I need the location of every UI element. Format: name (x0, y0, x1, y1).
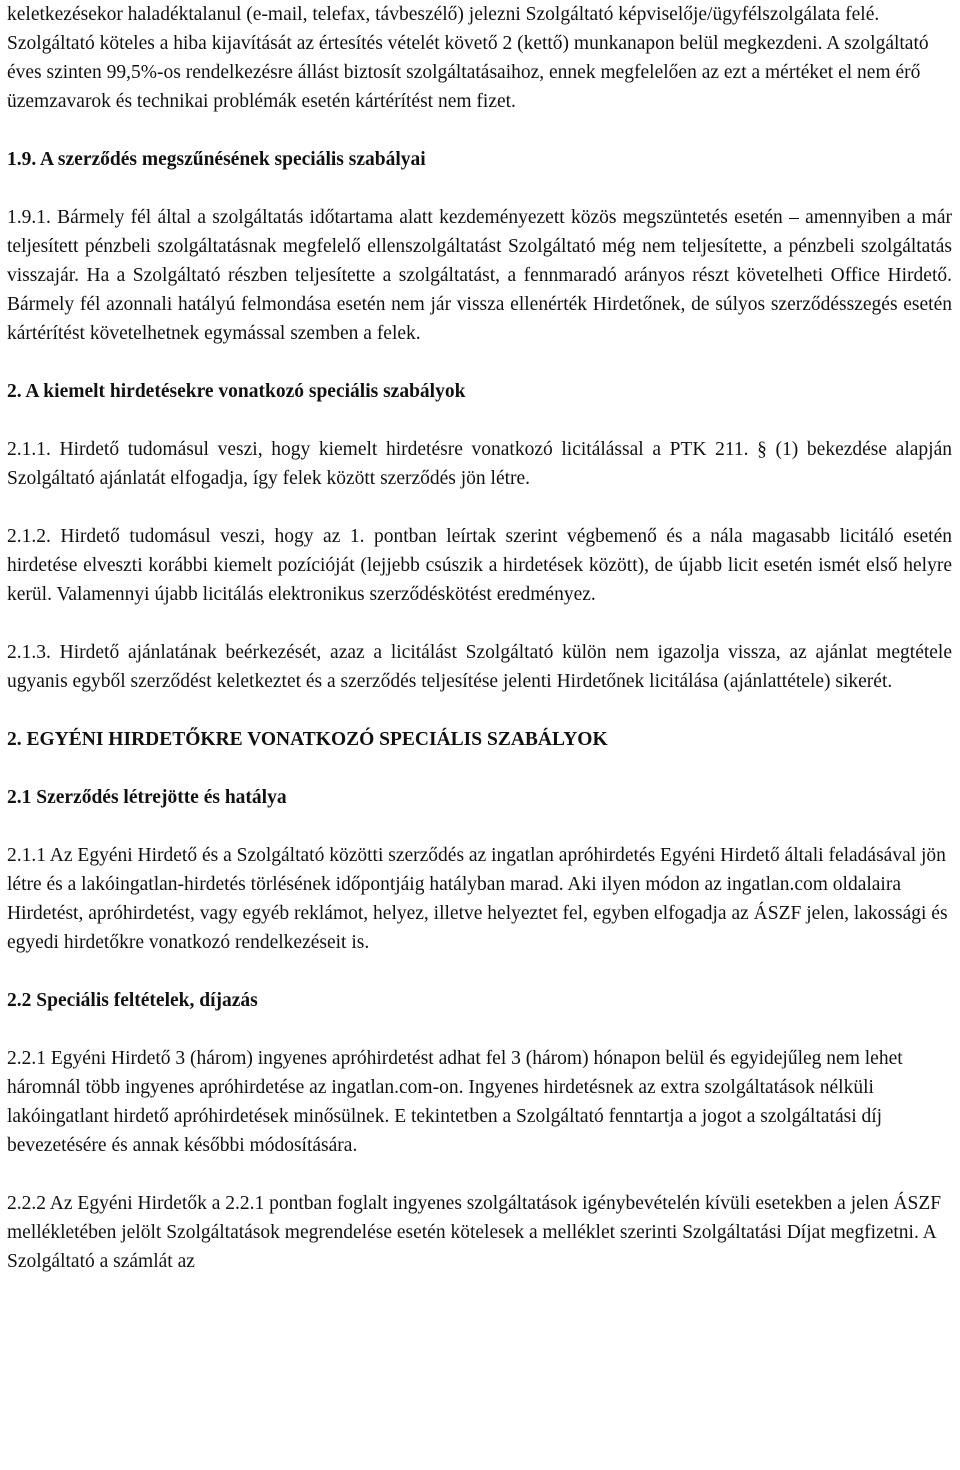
section-heading-2-kiemelt: 2. A kiemelt hirdetésekre vonatkozó speciális szabályok (7, 381, 466, 402)
paragraph-2-2-1: 2.2.1 Egyéni Hirdető 3 (három) ingyenes apróhirdetést adhat fel 3 (három) hónapon belül és egyidejűleg nem lehet háromnál több ingyenes apróhirdetése az ingatlan.com-on. Ingyenes hirdetésnek az extra szolgáltatások nélküli lakóingatlant hirdető apróhirdetések minősülnek. E tekintetben a Szolgáltató fenntartja a jogot a szolgáltatási díj bevezetésére és annak későbbi módosítására. (7, 1048, 903, 1156)
paragraph-1-9-1: 1.9.1. Bármely fél által a szolgáltatás időtartama alatt kezdeményezett közös megszüntetés esetén – amennyiben a már teljesített pénzbeli szolgáltatásnak megfelelő ellenszolgáltatást Szolgáltató még nem teljesítette, a pénzbeli szolgáltatás visszajár. Ha a Szolgáltató részben teljesítette a szolgáltatást, a fennmaradó arányos részt követelheti Office Hirdető. Bármely fél azonnali hatályú felmondása esetén nem jár vissza ellenérték Hirdetőnek, de súlyos szerződésszegés esetén kártérítést követelhetnek egymással szemben a felek. (7, 207, 952, 344)
section-heading-1-9: 1.9. A szerződés megszűnésének speciális szabályai (7, 149, 426, 170)
paragraph-2-1-3-licit: 2.1.3. Hirdető ajánlatának beérkezését, azaz a licitálást Szolgáltató külön nem igazolja vissza, az ajánlat megtétele ugyanis egyből szerződést keletkeztet és a szerződés teljesítése jelenti Hirdetőnek licitálása (ajánlattétele) sikerét. (7, 642, 952, 692)
paragraph-2-2-2: 2.2.2 Az Egyéni Hirdetők a 2.2.1 pontban foglalt ingyenes szolgáltatások igénybevételén kívüli esetekben a jelen ÁSZF mellékletében jelölt Szolgáltatások megrendelése esetén kötelesek a melléklet szerinti Szolgáltatási Díjat megfizetni. A Szolgáltató a számlát az (7, 1193, 942, 1272)
section-heading-2-egyeni: 2. EGYÉNI HIRDETŐKRE VONATKOZÓ SPECIÁLIS SZABÁLYOK (7, 729, 608, 750)
section-heading-2-1: 2.1 Szerződés létrejötte és hatálya (7, 787, 287, 808)
paragraph-2-1-2-licit: 2.1.2. Hirdető tudomásul veszi, hogy az 1. pontban leírtak szerint végbemenő és a nála magasabb licitáló esetén hirdetése elveszti korábbi kiemelt pozícióját (lejjebb csúszik a hirdetések között), de újabb licit esetén ismét első helyre kerül. Valamennyi újabb licitálás elektronikus szerződéskötést eredményez. (7, 526, 952, 605)
paragraph-service-availability: keletkezésekor haladéktalanul (e-mail, telefax, távbeszélő) jelezni Szolgáltató képviselője/ügyfélszolgálata felé. Szolgáltató köteles a hiba kijavítását az értesítés vételét követő 2 (kettő) munkanapon belül megkezdeni. A szolgáltató éves szinten 99,5%-os rendelkezésre állást biztosít szolgáltatásaihoz, ennek megfelelően az ezt a mértéket el nem érő üzemzavarok és technikai problémák esetén kártérítést nem fizet. (7, 4, 929, 112)
paragraph-2-1-1-licit: 2.1.1. Hirdető tudomásul veszi, hogy kiemelt hirdetésre vonatkozó licitálással a PTK 211. § (1) bekezdése alapján Szolgáltató ajánlatát elfogadja, így felek között szerződés jön létre. (7, 439, 952, 489)
paragraph-2-1-1-egyeni: 2.1.1 Az Egyéni Hirdető és a Szolgáltató közötti szerződés az ingatlan apróhirdetés Egyéni Hirdető általi feladásával jön létre és a lakóingatlan-hirdetés törlésének időpontjáig hatályban marad. Aki ilyen módon az ingatlan.com oldalaira Hirdetést, apróhirdetést, vagy egyéb reklámot, helyez, illetve helyeztet fel, egyben elfogadja az ÁSZF jelen, lakossági és egyedi hirdetőkre vonatkozó rendelkezéseit is. (7, 845, 948, 953)
section-heading-2-2: 2.2 Speciális feltételek, díjazás (7, 990, 258, 1011)
